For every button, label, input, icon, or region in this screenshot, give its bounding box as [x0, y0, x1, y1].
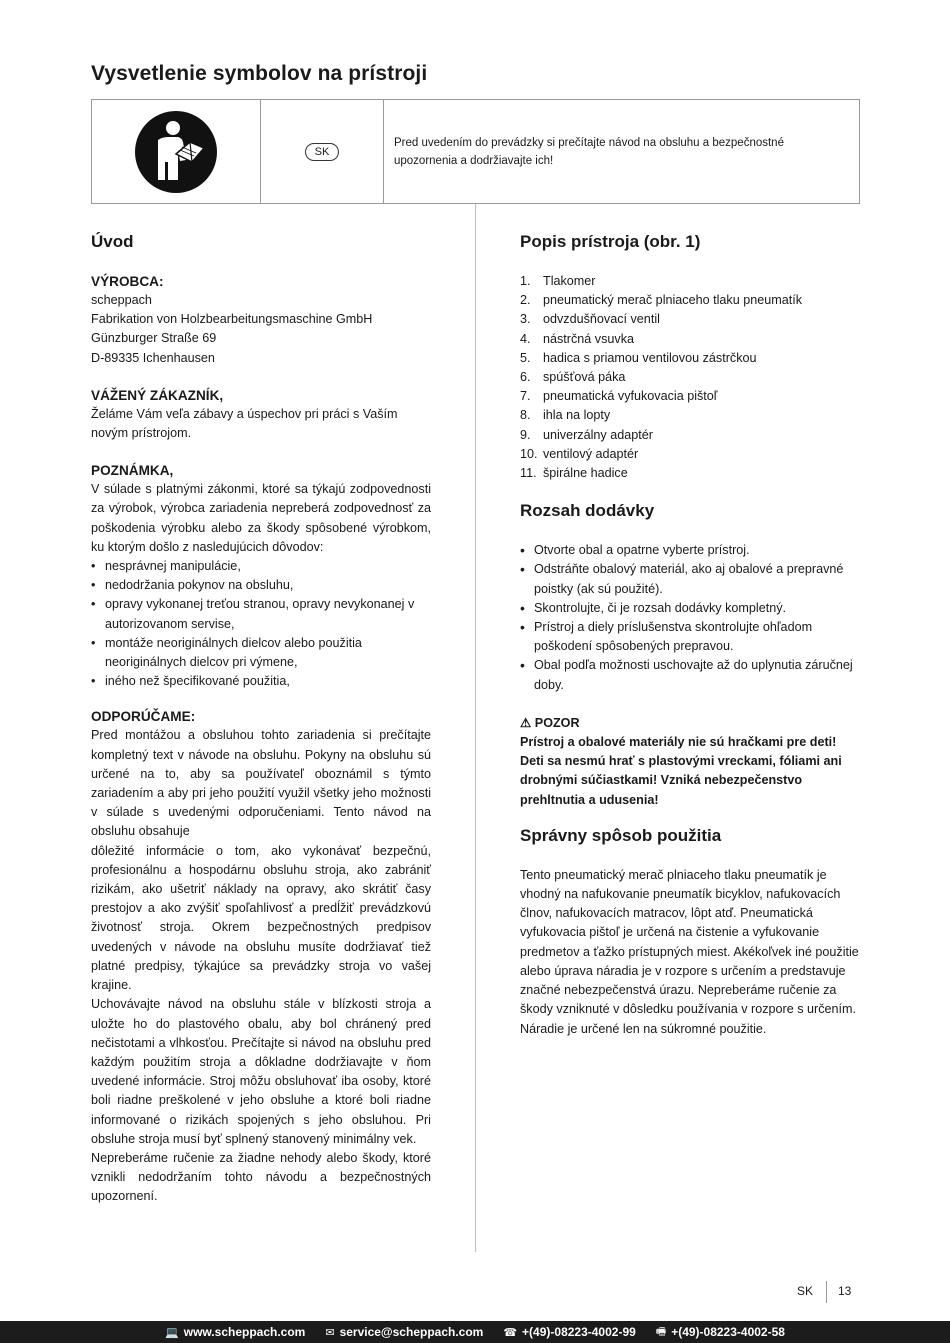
usage-text: Tento pneumatický merač plniaceho tlaku pneumatík je vhodný na nafukovanie pneumatík bicyklov, nafukovacích člnov, nafukovacích matracov, lôpt atď. Pneumatická vyfukovacia pištoľ je určená na čistenie a vyfukovanie predmetov a ťažko prístupných miest. Akékoľvek iné použitie alebo úprava náradia je v rozpore s určením a predstavuje značné nebezpečenstvá úrazu. Nepreberáme ručenie za škody vzniknuté v dôsledku používania v rozpore s určením. Náradie je určené len na súkromné použitie. [520, 867, 859, 1036]
item-number: 9. [520, 427, 531, 442]
item-text: ventilový adaptér [543, 446, 639, 461]
list-item [520, 406, 860, 425]
item-text: pneumatická vyfukovacia pištoľ [543, 389, 718, 404]
item-text: pneumatický merač plniaceho tlaku pneumatík [543, 293, 803, 308]
parts-list [520, 272, 860, 483]
manufacturer-heading: VÝROBCA: [91, 274, 164, 289]
fax-contact [656, 1323, 785, 1342]
manufacturer-address [91, 291, 431, 368]
list-item: • montáže neoriginálnych dielcov alebo použitia neoriginálnych dielcov pri výmene, [91, 634, 431, 672]
item-number: 11. [520, 466, 537, 481]
customer-text: Želáme Vám veľa zábavy a úspechov pri práci s Vaším novým prístrojom. [91, 406, 398, 441]
website-link[interactable]: www.scheppach.com [183, 1325, 306, 1339]
mail-icon: ✉ [325, 1326, 335, 1339]
item-number: 7. [520, 389, 531, 404]
note-list [91, 557, 431, 691]
item-number: 6. [520, 370, 531, 385]
page-number: 13 [838, 1284, 852, 1298]
item-number: 3. [520, 312, 531, 327]
delivery-heading: Rozsah dodávky [520, 501, 655, 521]
list-item: • nedodržania pokynov na obsluhu, [91, 576, 431, 595]
item-text: hadica s priamou ventilovou zástrčkou [543, 350, 757, 365]
list-item [520, 310, 860, 329]
symbol-table [91, 99, 860, 204]
phone-icon: ☎ [503, 1326, 518, 1339]
warning-text: Prístroj a obalové materiály nie sú hračkami pre deti! Deti sa nesmú hrať s plastovými vreckami, fóliami ani drobnými súčiastkami! Vzniká nebezpečenstvo prehltnutia a udusenia! [520, 735, 842, 807]
symbol-icon-cell [92, 100, 261, 203]
fax-number: +(49)-08223-4002-58 [671, 1325, 785, 1339]
right-column [520, 230, 860, 1039]
item-number: 4. [520, 331, 531, 346]
recommend-paragraph: dôležité informácie o tom, ako vykonávať bezpečnú, profesionálnu a hospodárnu obsluhu stroja, ako zabrániť rizikám, ako ušetriť náklady na opravy, ako skrátiť časy prestojov a ako zvýšiť spoľahlivosť a predĺžiť prevádzkovú životnosť stroja. Okrem bezpečnostných predpisov uvedených v návode na obsluhu musíte dodržiavať tiež platné predpisy, týkajúce sa prevádzky stroja vo vašej krajine. [91, 843, 431, 993]
list-item: • Obal podľa možnosti uschovajte až do uplynutia záručnej doby. [520, 656, 860, 694]
symbol-text-cell [384, 100, 859, 203]
recommend-paragraph: Pred montážou a obsluhou tohto zariadenia si prečítajte kompletný text v návode na obsluhu. Pokyny na obsluhu sú určené na to, aby sa používateľ oboznámil s týmto zariadením a aby pri jeho použití využil všetky jeho možnosti v súlade s uvedenými odporučeniami. Tento návod na obsluhu obsahuje [91, 728, 431, 839]
list-item [520, 349, 860, 368]
warning-title: ⚠ POZOR [520, 715, 580, 730]
fax-icon: 🖷 [655, 1325, 667, 1338]
list-item [520, 426, 860, 445]
customer-heading: VÁŽENÝ ZÁKAZNÍK, [91, 387, 224, 403]
list-item: • iného než špecifikované použitia, [91, 672, 431, 691]
footer-separator [826, 1281, 827, 1303]
lang-badge: SK [305, 143, 339, 161]
page-title: Vysvetlenie symbolov na prístroji [91, 62, 428, 85]
intro-heading: Úvod [91, 232, 134, 251]
email-contact[interactable] [325, 1325, 483, 1339]
recommend-paragraph: Uchovávajte návod na obsluhu stále v blízkosti stroja a uložte ho do plastového obalu, aby bol chránený pred nečistotami a vlhkosťou. Prečítajte si návod na obsluhu pred každým použitím stroja a dôkladne dodržiavajte v ňom uvedené informácie. Stroj môžu obsluhovať iba osoby, ktoré boli riadne preškolené v jeho obsluhe a ktoré boli riadne informované o rizikách spojených s jeho obsluhou. Pri obsluhe stroja musí byť splnený stanovený minimálny vek. [91, 997, 431, 1146]
item-text: špirálne hadice [543, 466, 628, 481]
list-item [520, 464, 860, 483]
list-item: • Skontrolujte, či je rozsah dodávky kompletný. [520, 599, 860, 618]
item-text: ihla na lopty [543, 408, 611, 423]
list-item: • nesprávnej manipulácie, [91, 557, 431, 576]
address-line: scheppach [91, 293, 152, 307]
item-number: 2. [520, 293, 531, 308]
website-contact[interactable] [165, 1325, 305, 1339]
list-item: • Odstráňte obalový materiál, ako aj obalové a prepravné poistky (ak sú použité). [520, 560, 860, 598]
item-text: nástrčná vsuvka [543, 331, 634, 346]
list-item [520, 291, 860, 310]
item-text: Tlakomer [543, 274, 596, 288]
read-manual-icon [134, 110, 218, 194]
column-divider [475, 204, 476, 1252]
computer-icon: 💻 [165, 1326, 179, 1339]
item-number: 10. [520, 446, 538, 461]
list-item: • Otvorte obal a opatrne vyberte prístroj. [520, 541, 860, 560]
usage-heading: Správny spôsob použitia [520, 825, 722, 845]
warning-block [520, 714, 860, 810]
list-item [520, 330, 860, 349]
intro-section [91, 230, 431, 1207]
address-line: Fabrikation von Holzbearbeitungsmaschine GmbH [91, 312, 373, 327]
description-heading: Popis prístroja (obr. 1) [520, 232, 701, 251]
item-number: 1. [520, 274, 531, 288]
delivery-list [520, 541, 860, 695]
list-item [520, 368, 860, 387]
item-text: odvzdušňovací ventil [543, 312, 660, 327]
symbol-lang-cell [261, 100, 384, 203]
item-number: 8. [520, 408, 531, 423]
footer-lang: SK [797, 1284, 814, 1298]
list-item: • Prístroj a diely príslušenstva skontrolujte ohľadom poškodení spôsobených prepravou. [520, 618, 860, 656]
phone-number: +(49)-08223-4002-99 [522, 1325, 636, 1339]
list-item [520, 387, 860, 406]
contact-bar [0, 1321, 950, 1343]
item-text: spúšťová páka [543, 370, 626, 385]
phone-contact [503, 1325, 635, 1339]
recommend-heading: ODPORÚČAME: [91, 709, 196, 725]
note-heading: POZNÁMKA, [91, 463, 174, 479]
symbol-description: Pred uvedením do prevádzky si prečítajte návod na obsluhu a bezpečnostné upozornenia a dodržiavajte ich! [394, 136, 784, 167]
recommend-paragraph: Nepreberáme ručenie za žiadne nehody alebo škody, ktoré vznikli nedodržaním tohto návodu a bezpečnostných upozornení. [91, 1150, 431, 1204]
address-line: D-89335 Ichenhausen [91, 350, 215, 365]
note-text: V súlade s platnými zákonmi, ktoré sa týkajú zodpovednosti za výrobok, výrobca zariadenia nepreberá zodpovednosť za poškodenia výrobku alebo za škody spôsobené výrobkom, ku ktorým došlo z nasledujúcich dôvodov: [91, 482, 431, 554]
item-text: univerzálny adaptér [543, 427, 653, 442]
list-item: • opravy vykonanej treťou stranou, opravy nevykonanej v autorizovanom servise, [91, 595, 431, 633]
email-link[interactable]: service@scheppach.com [339, 1325, 484, 1339]
list-item [520, 445, 860, 464]
address-line: Günzburger Straße 69 [91, 331, 217, 346]
list-item [520, 272, 860, 291]
item-number: 5. [520, 350, 531, 365]
